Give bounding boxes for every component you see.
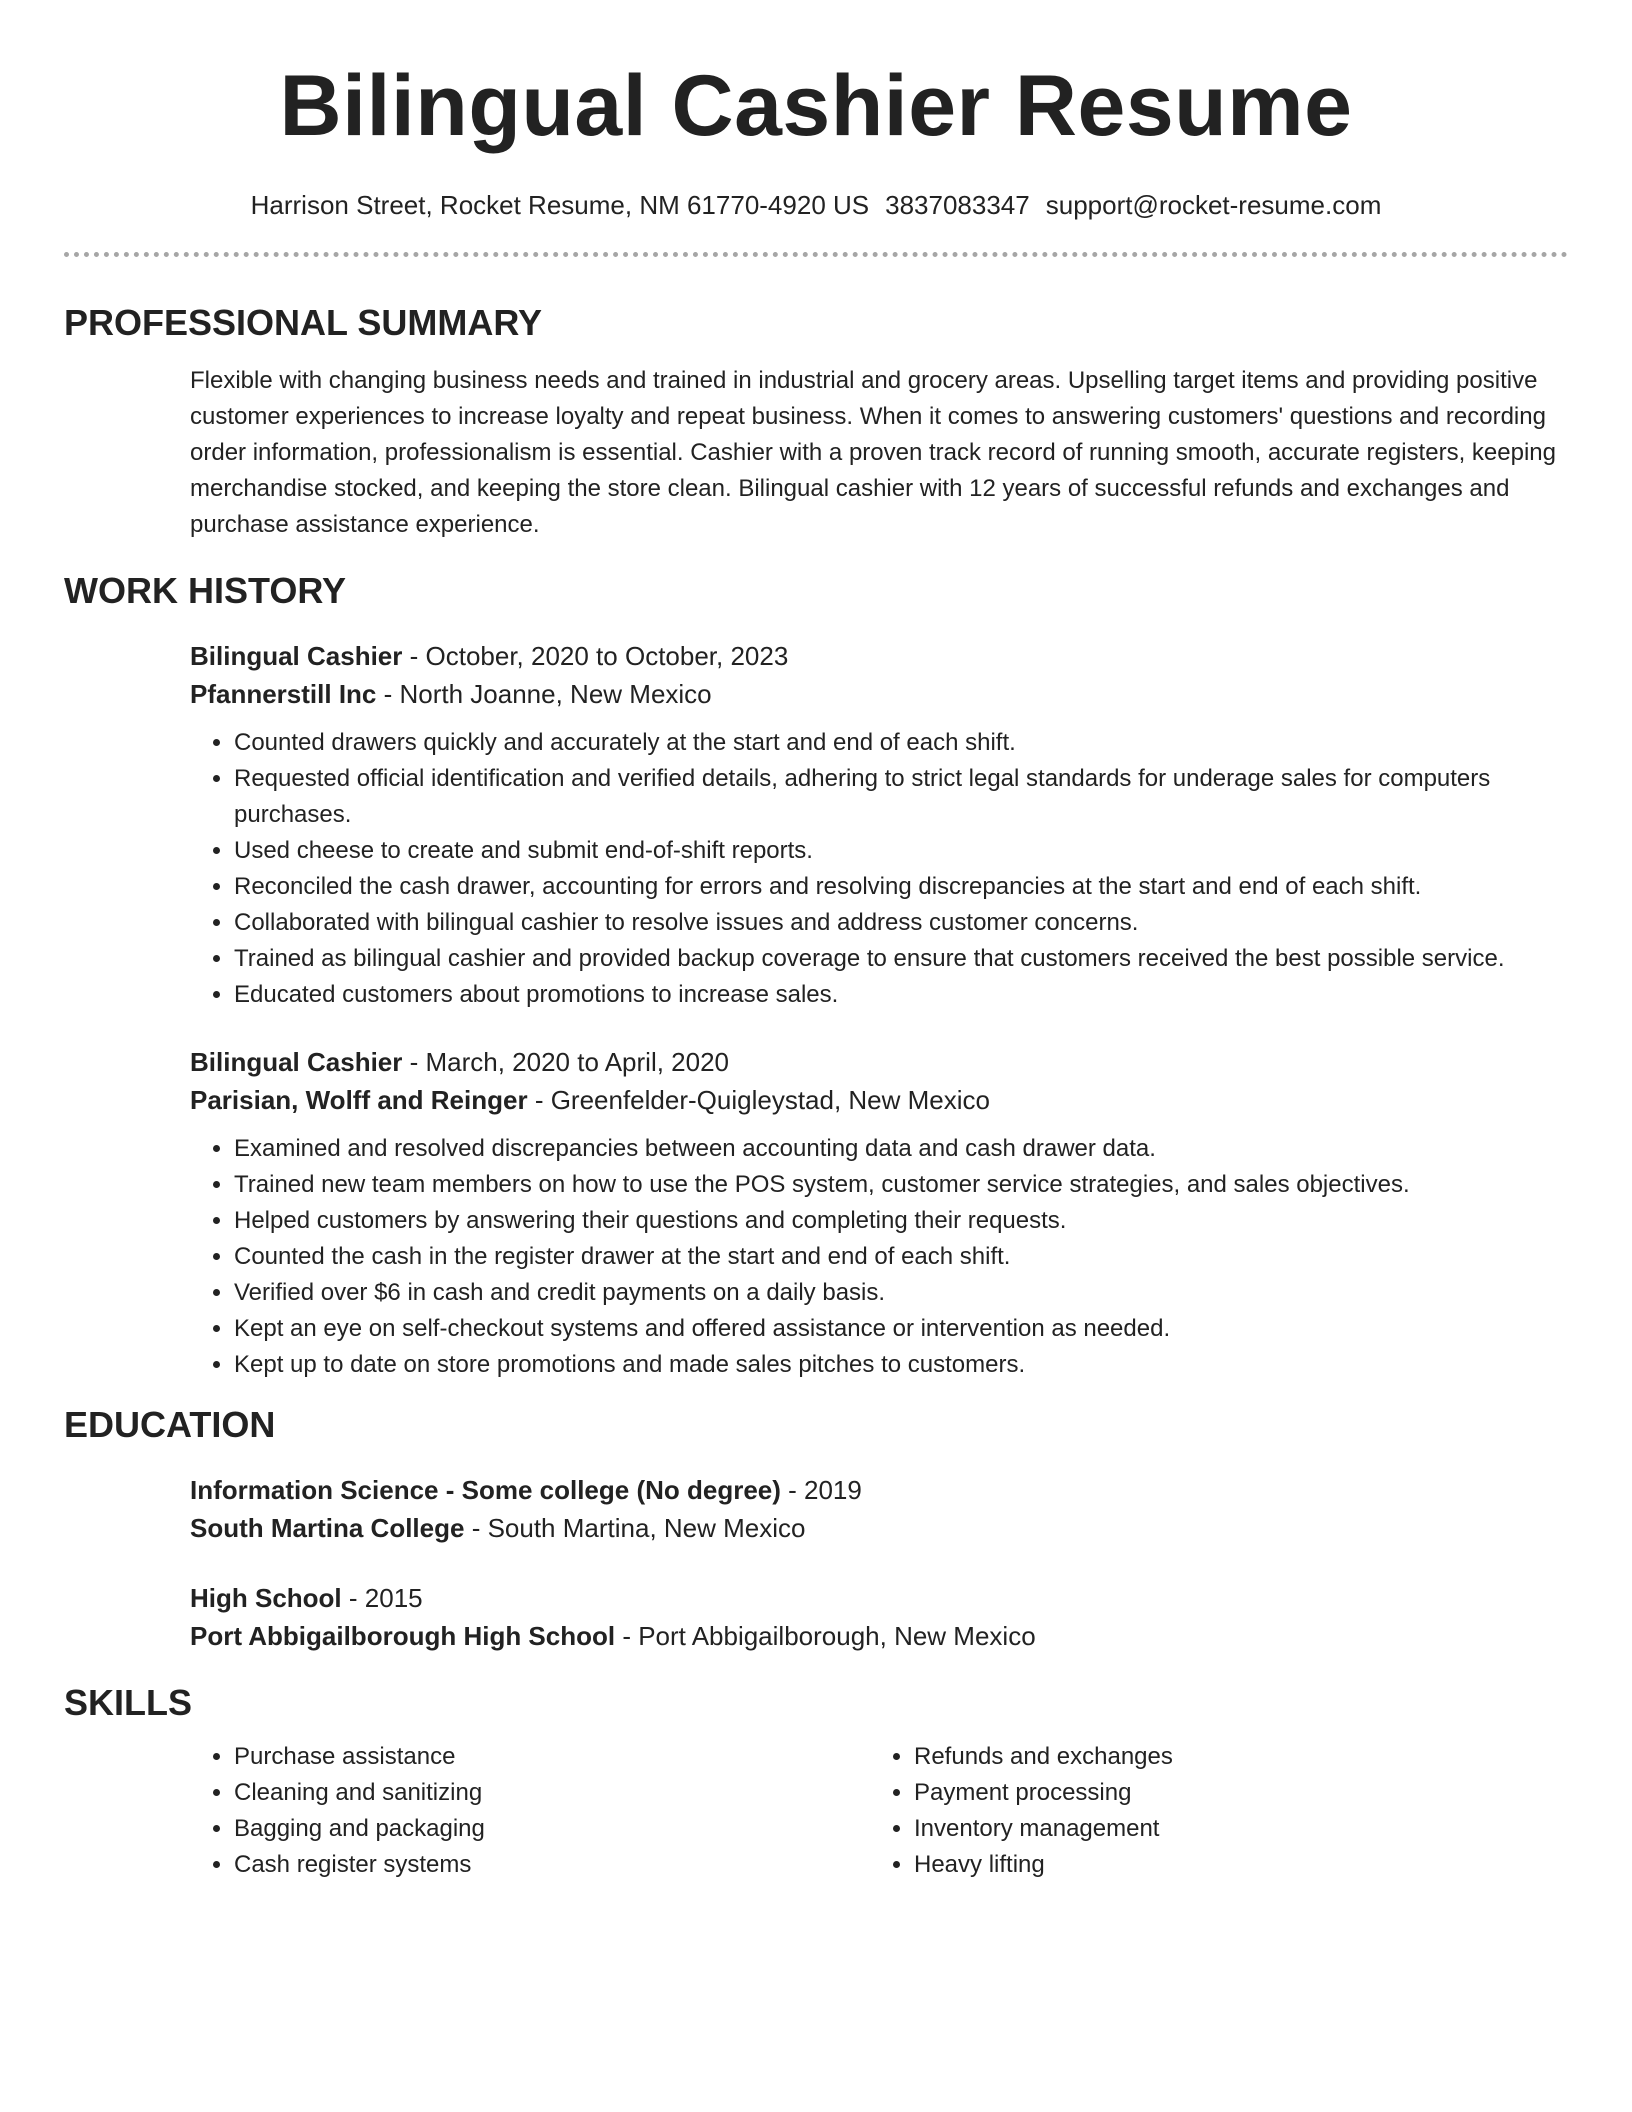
list-item: • Used cheese to create and submit end-of-shift reports.: [234, 833, 1568, 869]
work-history-section: [64, 569, 1568, 1383]
contact-line: [64, 188, 1568, 222]
job-title-line: [190, 637, 1568, 675]
education-entry: [190, 1579, 1568, 1655]
list-item: • Educated customers about promotions to increase sales.: [234, 977, 1568, 1013]
education-degree: Information Science - Some college (No degree): [190, 1475, 781, 1505]
education-location: - South Martina, New Mexico: [464, 1513, 806, 1543]
list-item: • Kept an eye on self-checkout systems and offered assistance or intervention as needed.: [234, 1311, 1568, 1347]
job-location: - North Joanne, New Mexico: [376, 679, 712, 709]
job-company: Pfannerstill Inc: [190, 679, 377, 709]
skills-heading: SKILLS: [64, 1682, 193, 1723]
education-year: - 2019: [780, 1475, 862, 1505]
list-item: • Trained new team members on how to use the POS system, customer service strategies, and sales objectives.: [234, 1167, 1568, 1203]
education-year: - 2015: [341, 1583, 423, 1613]
education-degree-line: [190, 1579, 1568, 1617]
education-school: Port Abbigailborough High School: [190, 1621, 616, 1651]
job-bullets: [190, 725, 1568, 1013]
list-item: • Cash register systems: [234, 1847, 870, 1883]
list-item: • Inventory management: [914, 1811, 1550, 1847]
list-item: • Refunds and exchanges: [914, 1739, 1550, 1775]
contact-email[interactable]: support@rocket-resume.com: [1045, 190, 1382, 220]
education-location: - Port Abbigailborough, New Mexico: [615, 1621, 1036, 1651]
education-school-line: [190, 1617, 1568, 1655]
job-entry: [190, 1043, 1568, 1383]
job-company-line: [190, 675, 1568, 713]
skills-column-right: [870, 1739, 1550, 1883]
list-item: • Payment processing: [914, 1775, 1550, 1811]
skills-column-left: [190, 1739, 870, 1883]
education-heading: EDUCATION: [64, 1404, 276, 1445]
list-item: • Heavy lifting: [914, 1847, 1550, 1883]
list-item: • Examined and resolved discrepancies between accounting data and cash drawer data.: [234, 1131, 1568, 1167]
list-item: • Collaborated with bilingual cashier to resolve issues and address customer concerns.: [234, 905, 1568, 941]
skills-section: [64, 1681, 1568, 1883]
resume-title: Bilingual Cashier Resume: [279, 58, 1353, 154]
summary-section: [64, 301, 1568, 543]
list-item: • Verified over $6 in cash and credit payments on a daily basis.: [234, 1275, 1568, 1311]
job-company: Parisian, Wolff and Reinger: [190, 1085, 528, 1115]
summary-text: Flexible with changing business needs and trained in industrial and grocery areas. Upselling target items and providing positive customer experiences to increase loyalty and repeat business. When it comes to answering customers' questions and recording order information, professionalism is essential. Cashier with a proven track record of running smooth, accurate registers, keeping merchandise stocked, and keeping the store clean. Bilingual cashier with 12 years of successful refunds and exchanges and purchase assistance experience.: [190, 367, 1556, 538]
education-section: [64, 1403, 1568, 1655]
job-company-line: [190, 1081, 1568, 1119]
job-entry: [190, 637, 1568, 1013]
education-school: South Martina College: [190, 1513, 465, 1543]
job-location: - Greenfelder-Quigleystad, New Mexico: [527, 1085, 990, 1115]
list-item: • Cleaning and sanitizing: [234, 1775, 870, 1811]
education-school-line: [190, 1509, 1568, 1547]
list-item: • Bagging and packaging: [234, 1811, 870, 1847]
list-item: • Requested official identification and verified details, adhering to strict legal standards for underage sales for computers purchases.: [234, 761, 1568, 833]
job-title-line: [190, 1043, 1568, 1081]
list-item: • Counted the cash in the register drawer at the start and end of each shift.: [234, 1239, 1568, 1275]
job-role: Bilingual Cashier: [190, 1047, 403, 1077]
contact-address: Harrison Street, Rocket Resume, NM 61770-4920 US: [250, 190, 870, 220]
list-item: • Purchase assistance: [234, 1739, 870, 1775]
work-history-heading: WORK HISTORY: [64, 570, 347, 611]
education-entry: [190, 1471, 1568, 1547]
list-item: • Counted drawers quickly and accurately at the start and end of each shift.: [234, 725, 1568, 761]
list-item: • Helped customers by answering their questions and completing their requests.: [234, 1203, 1568, 1239]
header-divider: [64, 252, 1568, 257]
education-degree-line: [190, 1471, 1568, 1509]
contact-phone: 3837083347: [885, 190, 1030, 220]
job-role: Bilingual Cashier: [190, 641, 403, 671]
job-bullets: [190, 1131, 1568, 1383]
job-dates: - March, 2020 to April, 2020: [402, 1047, 730, 1077]
list-item: • Trained as bilingual cashier and provided backup coverage to ensure that customers received the best possible service.: [234, 941, 1568, 977]
skills-list-right: [870, 1739, 1550, 1883]
list-item: • Kept up to date on store promotions and made sales pitches to customers.: [234, 1347, 1568, 1383]
summary-heading: PROFESSIONAL SUMMARY: [64, 302, 543, 343]
education-degree: High School: [190, 1583, 342, 1613]
skills-grid: [190, 1739, 1568, 1883]
list-item: • Reconciled the cash drawer, accounting for errors and resolving discrepancies at the start and end of each shift.: [234, 869, 1568, 905]
skills-list-left: [190, 1739, 870, 1883]
job-dates: - October, 2020 to October, 2023: [402, 641, 789, 671]
